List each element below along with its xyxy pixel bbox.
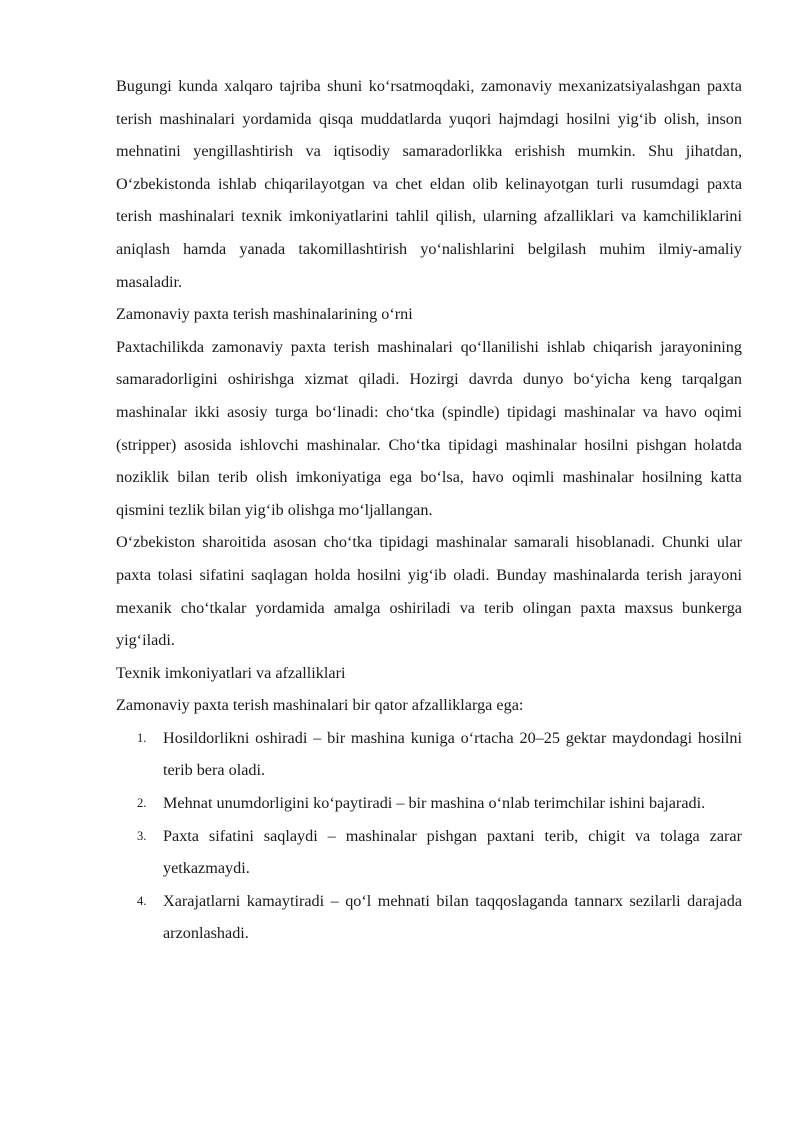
list-item-number: 2. — [137, 796, 147, 811]
list-item — [116, 885, 742, 950]
list-item-number: 4. — [137, 893, 147, 908]
list-item-text: Xarajatlarni kamaytiradi – qo‘l mehnati bilan taqqoslaganda tannarx sezilarli darajada arzonlashadi. — [163, 891, 742, 943]
uzbekistan-conditions-paragraph: O‘zbekiston sharoitida asosan cho‘tka tipidagi mashinalar samarali hisoblanadi. Chunki ular paxta tolasi sifatini saqlagan holda hosilni yig‘ib oladi. Bunday mashinalarda terish jarayoni mexanik cho‘tkalar yordamida amalga oshiriladi va terib olingan paxta maxsus bunkerga yig‘iladi. — [116, 533, 742, 650]
list-item-text: Paxta sifatini saqlaydi – mashinalar pishgan paxtani terib, chigit va tolaga zarar yetkazmaydi. — [163, 826, 742, 878]
list-item — [116, 820, 742, 885]
section-heading-role: Zamonaviy paxta terish mashinalarining o‘rni — [116, 305, 413, 324]
intro-paragraph: Bugungi kunda xalqaro tajriba shuni ko‘rsatmoqdaki, zamonaviy mexanizatsiyalashgan paxta terish mashinalari yordamida qisqa muddatlarda yuqori hajmdagi hosilni yig‘ib olish, inson mehnatini yengillashtirish va iqtisodiy samaradorlikka erishish mumkin. Shu jihatdan, O‘zbekistonda ishlab chiqarilayotgan va chet eldan olib kelinayotgan turli rusumdagi paxta terish mashinalari texnik imkoniyatlarini tahlil qilish, ularning afzalliklari va kamchiliklarini aniqlash hamda yanada takomillashtirish yo‘nalishlarini belgilash muhim ilmiy-amaliy masaladir. — [116, 77, 742, 291]
list-item-text: Mehnat unumdorligini ko‘paytiradi – bir mashina o‘nlab terimchilar ishini bajaradi. — [163, 794, 706, 813]
list-item-number: 3. — [137, 828, 147, 843]
advantages-list — [116, 722, 742, 950]
document-page — [116, 70, 742, 950]
list-item — [116, 787, 742, 820]
section-heading-capabilities: Texnik imkoniyatlari va afzalliklari — [116, 663, 346, 682]
machine-types-paragraph: Paxtachilikda zamonaviy paxta terish mashinalari qo‘llanilishi ishlab chiqarish jarayonining samaradorligini oshirishga xizmat qiladi. Hozirgi davrda dunyo bo‘yicha keng tarqalgan mashinalar ikki asosiy turga bo‘linadi: cho‘tka (spindle) tipidagi mashinalar va havo oqimi (stripper) asosida ishlovchi mashinalar. Cho‘tka tipidagi mashinalar hosilni pishgan holatda noziklik bilan terib olish imkoniyatiga ega bo‘lsa, havo oqimli mashinalar hosilning katta qismini tezlik bilan yig‘ib olishga mo‘ljallangan. — [116, 337, 742, 519]
list-item — [116, 722, 742, 787]
list-item-text: Hosildorlikni oshiradi – bir mashina kuniga o‘rtacha 20–25 gektar maydondagi hosilni terib bera oladi. — [163, 728, 742, 780]
list-intro: Zamonaviy paxta terish mashinalari bir qator afzalliklarga ega: — [116, 696, 524, 715]
list-item-number: 1. — [137, 730, 147, 745]
